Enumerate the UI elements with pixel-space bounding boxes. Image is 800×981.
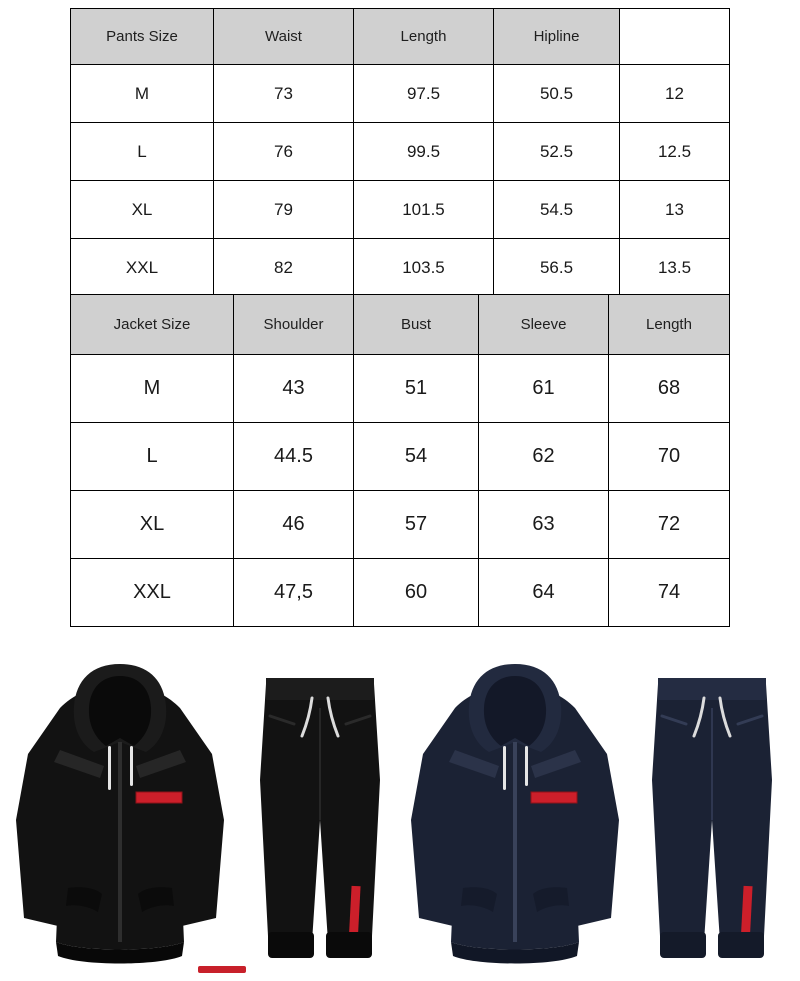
cell-sleeve: 62 xyxy=(479,423,609,491)
cell-extra: 13.5 xyxy=(620,239,730,297)
cell-bust: 60 xyxy=(354,559,479,627)
column-header-sleeve: Sleeve xyxy=(479,295,609,355)
table-row xyxy=(71,123,730,181)
table-row xyxy=(71,423,730,491)
column-header-blank xyxy=(620,9,730,65)
cell-bust: 57 xyxy=(354,491,479,559)
column-header-jacket-size: Jacket Size xyxy=(71,295,234,355)
cell-size: L xyxy=(71,423,234,491)
product-photo-strip xyxy=(0,650,800,981)
cell-size: XXL xyxy=(71,559,234,627)
pants-size-table xyxy=(70,8,730,297)
table-row xyxy=(71,491,730,559)
cell-waist: 79 xyxy=(214,181,354,239)
cell-length: 68 xyxy=(609,355,730,423)
cell-waist: 73 xyxy=(214,65,354,123)
cell-size: XXL xyxy=(71,239,214,297)
cell-bust: 54 xyxy=(354,423,479,491)
cell-size: XL xyxy=(71,491,234,559)
column-header-hipline: Hipline xyxy=(494,9,620,65)
column-header-length: Length xyxy=(609,295,730,355)
column-header-waist: Waist xyxy=(214,9,354,65)
cell-length: 103.5 xyxy=(354,239,494,297)
cell-waist: 76 xyxy=(214,123,354,181)
cell-size: M xyxy=(71,355,234,423)
table-row xyxy=(71,239,730,297)
cell-length: 74 xyxy=(609,559,730,627)
cell-length: 72 xyxy=(609,491,730,559)
cell-extra: 12 xyxy=(620,65,730,123)
table-row xyxy=(71,355,730,423)
cell-extra: 12.5 xyxy=(620,123,730,181)
cell-size: XL xyxy=(71,181,214,239)
cell-length: 70 xyxy=(609,423,730,491)
product-image-navy-hoodie xyxy=(405,650,625,981)
table-header-row xyxy=(71,295,730,355)
table-row xyxy=(71,559,730,627)
cell-extra: 13 xyxy=(620,181,730,239)
column-header-pants-size: Pants Size xyxy=(71,9,214,65)
column-header-shoulder: Shoulder xyxy=(234,295,354,355)
cell-size: M xyxy=(71,65,214,123)
cell-shoulder: 44.5 xyxy=(234,423,354,491)
cell-length: 99.5 xyxy=(354,123,494,181)
cell-hipline: 52.5 xyxy=(494,123,620,181)
product-image-black-joggers xyxy=(240,650,400,981)
jacket-size-table xyxy=(70,294,730,627)
product-image-black-hoodie xyxy=(10,650,230,981)
cell-hipline: 50.5 xyxy=(494,65,620,123)
table-header-row xyxy=(71,9,730,65)
cell-length: 97.5 xyxy=(354,65,494,123)
cell-hipline: 56.5 xyxy=(494,239,620,297)
cell-waist: 82 xyxy=(214,239,354,297)
table-row xyxy=(71,65,730,123)
table-row xyxy=(71,181,730,239)
cell-size: L xyxy=(71,123,214,181)
cell-sleeve: 64 xyxy=(479,559,609,627)
cell-sleeve: 61 xyxy=(479,355,609,423)
cell-hipline: 54.5 xyxy=(494,181,620,239)
cell-shoulder: 46 xyxy=(234,491,354,559)
column-header-bust: Bust xyxy=(354,295,479,355)
cell-shoulder: 47,5 xyxy=(234,559,354,627)
cell-bust: 51 xyxy=(354,355,479,423)
cell-sleeve: 63 xyxy=(479,491,609,559)
cell-length: 101.5 xyxy=(354,181,494,239)
column-header-length: Length xyxy=(354,9,494,65)
cell-shoulder: 43 xyxy=(234,355,354,423)
red-accent-stripe xyxy=(198,966,246,973)
product-image-navy-joggers xyxy=(632,650,792,981)
